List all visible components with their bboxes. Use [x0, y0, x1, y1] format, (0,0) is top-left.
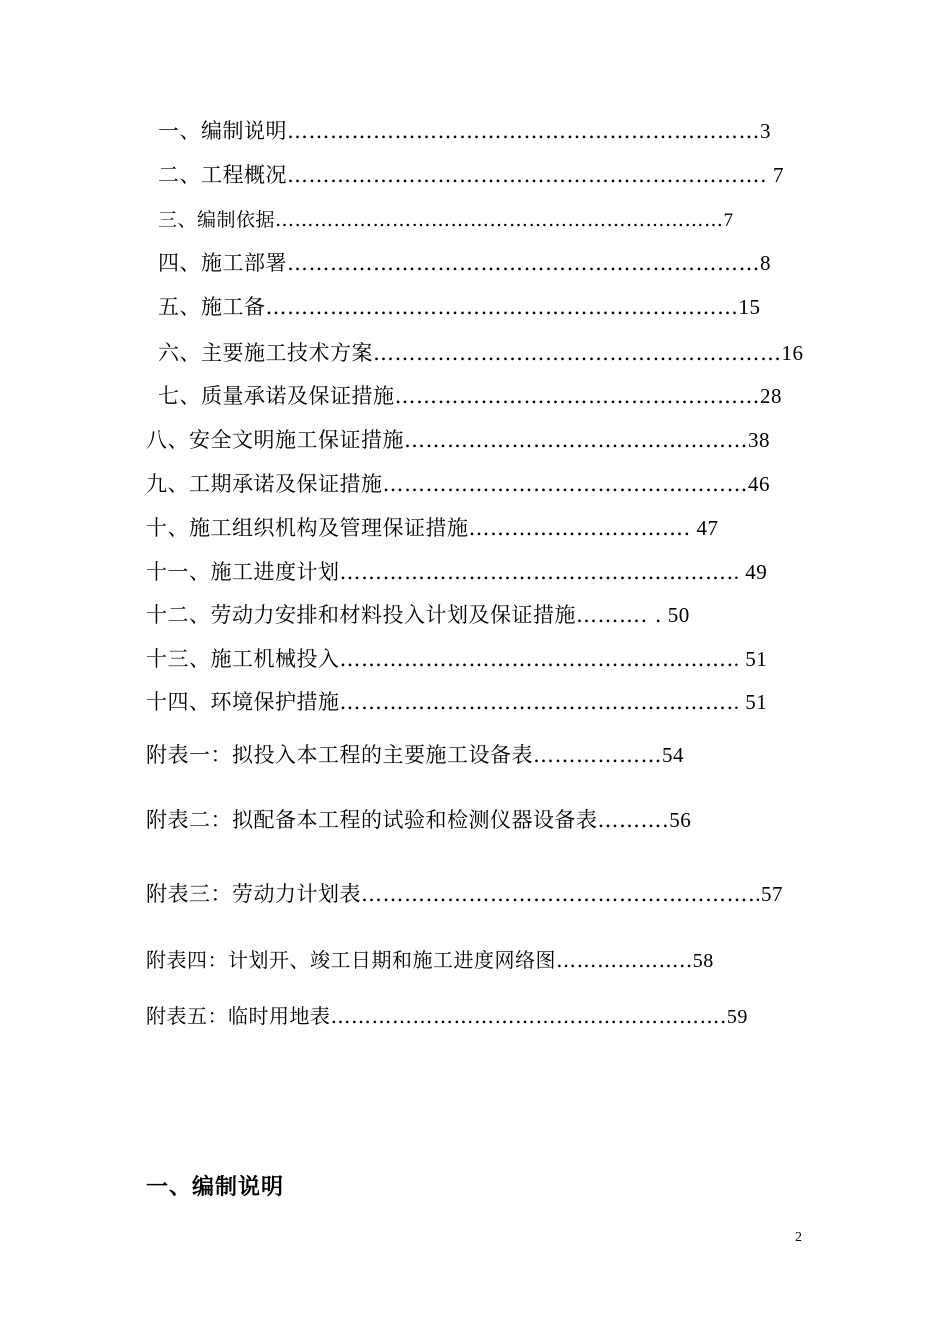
toc-title: 六、主要施工技术方案 — [158, 341, 373, 365]
toc-title: 四、施工部署 — [158, 251, 287, 275]
toc-line-16 — [146, 806, 691, 834]
toc-leader: ……………… — [533, 743, 662, 767]
toc-line-9 — [146, 470, 770, 498]
toc-page: 47 — [690, 516, 719, 540]
toc-line-17 — [146, 880, 783, 908]
toc-line-11 — [146, 558, 767, 586]
toc-line-14 — [146, 688, 767, 716]
toc-page: 38 — [748, 428, 770, 452]
toc-title: 附表一：拟投入本工程的主要施工设备表 — [146, 743, 533, 767]
toc-title: 一、编制说明 — [158, 119, 287, 143]
toc-page: 54 — [662, 743, 684, 767]
toc-line-18 — [146, 946, 714, 975]
toc-leader: ………………………………………………. — [339, 647, 734, 671]
toc-page: 50 — [662, 603, 690, 627]
section-heading: 一、编制说明 — [146, 1174, 285, 1200]
toc-page: .57 — [755, 882, 783, 906]
toc-leader: ………………………………………………. — [339, 560, 734, 584]
toc-line-12 — [146, 601, 690, 629]
toc-leader: ………. — [597, 808, 670, 832]
toc-title: 附表二：拟配备本工程的试验和检测仪器设备表 — [146, 808, 598, 832]
toc-line-3 — [158, 206, 734, 235]
toc-title: 十二、劳动力安排和材料投入计划及保证措施 — [146, 603, 576, 627]
toc-title: 五、施工备 — [158, 295, 266, 319]
toc-leader: …………………………. — [468, 516, 691, 540]
toc-line-4 — [158, 249, 771, 277]
toc-line-8 — [146, 426, 770, 454]
toc-title: 附表五：临时用地表 — [146, 1004, 331, 1028]
toc-page: 16 — [781, 341, 804, 365]
toc-leader: …………………………………………………. — [330, 1004, 727, 1028]
toc-page: 46 — [748, 472, 770, 496]
toc-title: 附表四：计划开、竣工日期和施工进度网络图 — [146, 948, 556, 972]
toc-line-6 — [158, 339, 804, 367]
toc-title: 七、质量承诺及保证措施 — [158, 384, 395, 408]
toc-leader: ………………………………………………… — [373, 341, 782, 365]
toc-title: 十一、施工进度计划 — [146, 560, 340, 584]
toc-line-7 — [158, 382, 782, 410]
toc-line-5 — [158, 293, 761, 321]
toc-page: 7 — [723, 210, 734, 231]
toc-leader: ………. . — [576, 603, 663, 627]
toc-page: 58 — [692, 950, 714, 972]
toc-page: . 51 — [733, 647, 768, 671]
toc-line-10 — [146, 514, 718, 542]
toc-line-13 — [146, 645, 767, 673]
toc-page: 28 — [760, 384, 782, 408]
toc-title: 十四、环境保护措施 — [146, 690, 340, 714]
toc-page: 3 — [760, 119, 771, 143]
toc-title: 二、工程概况 — [158, 163, 287, 187]
toc-page: . 49 — [733, 560, 768, 584]
toc-leader: ………………………………………………. — [339, 690, 734, 714]
toc-line-19 — [146, 1002, 748, 1031]
toc-leader: ………………………………………………. — [361, 882, 756, 906]
toc-leader: …………………………………………………………. — [287, 163, 768, 187]
toc-page: 7 — [767, 163, 784, 187]
toc-leader: ………………………………………………………… — [265, 295, 739, 319]
toc-leader: …………………………………………… — [382, 472, 748, 496]
toc-page: 8 — [760, 251, 771, 275]
toc-leader: …………………………………………… — [394, 384, 760, 408]
page-number: 2 — [795, 1230, 802, 1245]
toc-line-2 — [158, 161, 784, 189]
toc-title: 十、施工组织机构及管理保证措施 — [146, 516, 469, 540]
toc-leader: …………………………………………………………… — [275, 209, 724, 231]
toc-leader: ………………………………………………………… — [287, 251, 760, 275]
toc-title: 八、安全文明施工保证措施 — [146, 428, 404, 452]
toc-title: 附表三：劳动力计划表 — [146, 882, 361, 906]
toc-leader: ……………….. — [556, 948, 693, 972]
toc-page: 15 — [738, 295, 761, 319]
toc-line-1 — [158, 117, 771, 145]
toc-page: 56 — [669, 808, 692, 832]
toc-title: 三、编制依据 — [158, 209, 276, 231]
toc-leader: ………………………………………… — [404, 428, 748, 452]
toc-page: 59 — [726, 1006, 748, 1028]
toc-title: 九、工期承诺及保证措施 — [146, 472, 383, 496]
toc-title: 十三、施工机械投入 — [146, 647, 340, 671]
toc-line-15 — [146, 741, 684, 769]
toc-page: . 51 — [733, 690, 768, 714]
toc-leader: ………………………………………………………… — [287, 119, 760, 143]
